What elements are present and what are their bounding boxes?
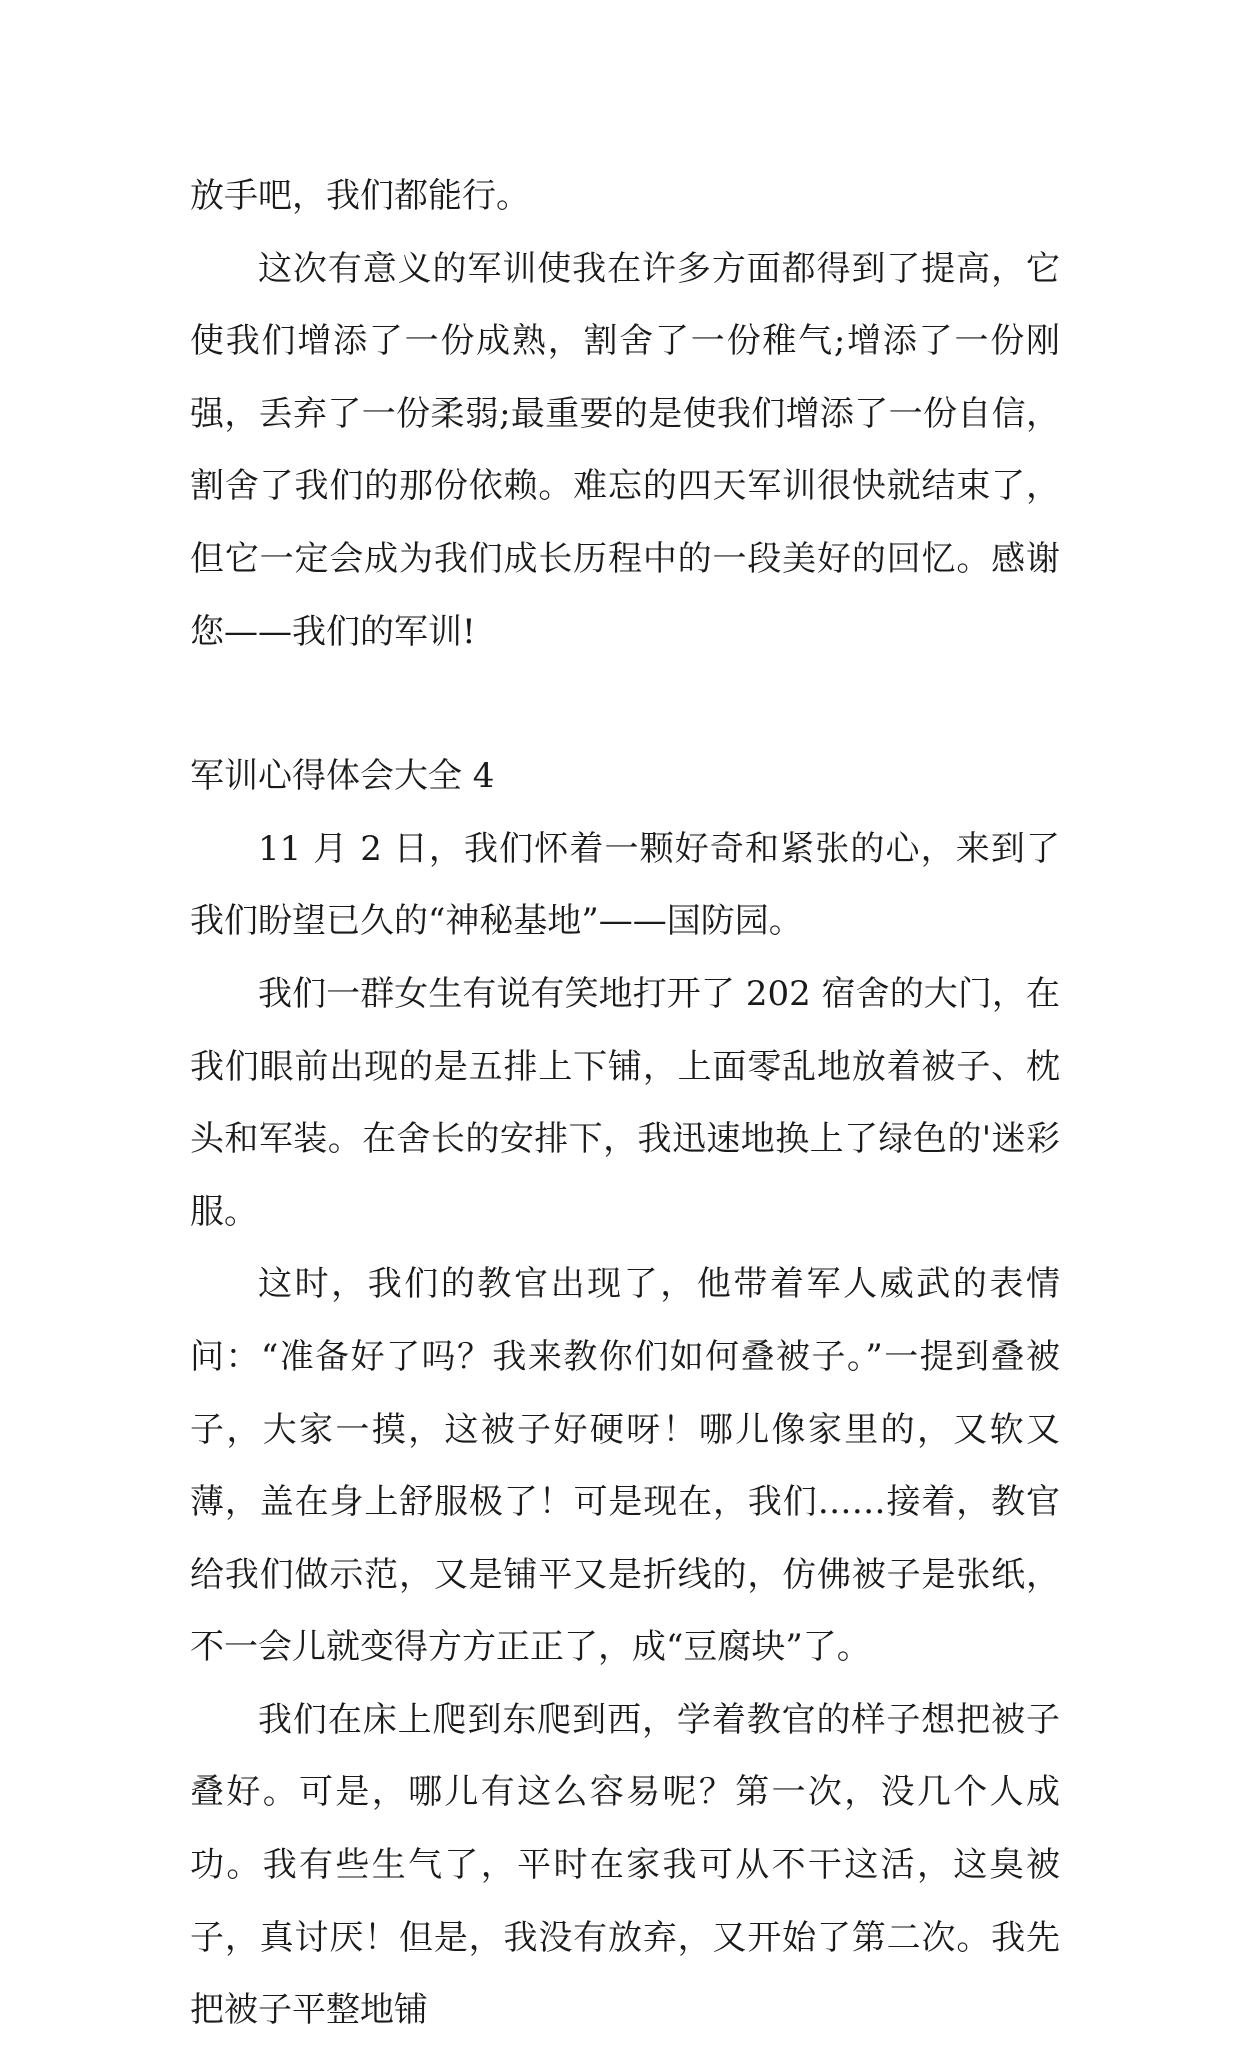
paragraph-continuation: 放手吧，我们都能行。 bbox=[190, 176, 530, 216]
paragraph-dormitory: 我们一群女生有说有笑地打开了 202 宿舍的大门，在我们眼前出现的是五排上下铺，上面零乱地放着被子、枕头和军装。在舍长的安排下，我迅速地换上了绿色的'迷彩服。 bbox=[190, 973, 1060, 1232]
paragraph-folding: 我们在床上爬到东爬到西，学着教官的样子想把被子叠好。可是，哪儿有这么容易呢？第一次，没几个人成功。我有些生气了，平时在家我可从不干这活，这臭被子，真讨厌！但是，我没有放弃，又开始了第二次。我先把被子平整地铺 bbox=[190, 1699, 1060, 2031]
document-body bbox=[190, 160, 1060, 2047]
paragraph-arrival: 11 月 2 日，我们怀着一颗好奇和紧张的心，来到了我们盼望已久的“神秘基地”——国防园。 bbox=[190, 828, 1060, 942]
paragraph-instructor: 这时，我们的教官出现了，他带着军人威武的表情问：“准备好了吗？我来教你们如何叠被子。”一提到叠被子，大家一摸，这被子好硬呀！哪儿像家里的，又软又薄，盖在身上舒服极了！可是现在，我们……接着，教官给我们做示范，又是铺平又是折线的，仿佛被子是张纸，不一会儿就变得方方正正了，成“豆腐块”了。 bbox=[190, 1264, 1060, 1668]
paragraph-reflection: 这次有意义的军训使我在许多方面都得到了提高，它使我们增添了一份成熟，割舍了一份稚气;增添了一份刚强，丢弃了一份柔弱;最重要的是使我们增添了一份自信，割舍了我们的那份依赖。难忘的四天军训很快就结束了，但它一定会成为我们成长历程中的一段美好的回忆。感谢您——我们的军训! bbox=[190, 248, 1060, 652]
section-heading: 军训心得体会大全 4 bbox=[190, 756, 495, 797]
